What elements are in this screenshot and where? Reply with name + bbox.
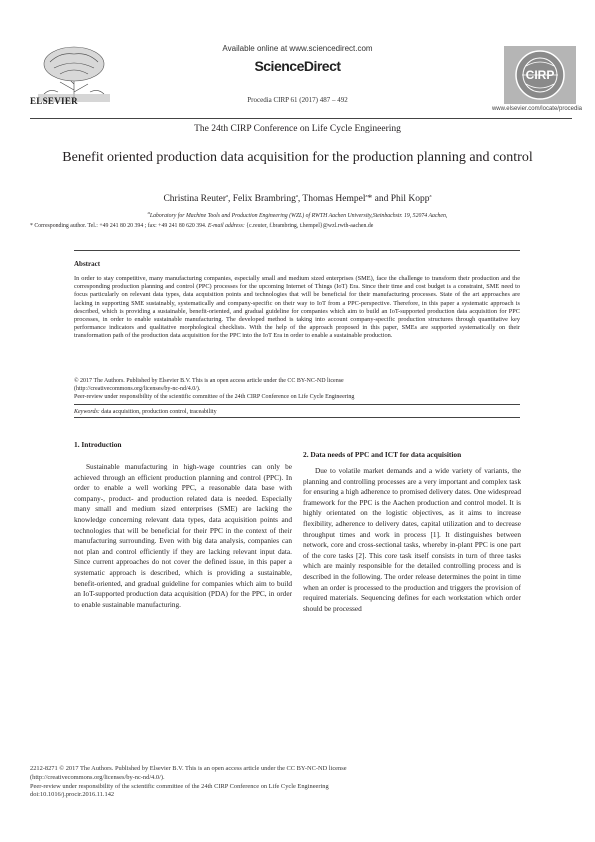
affiliation-text: Laboratory for Machine Tools and Production Engineering (WZL) of RWTH Aachen University,Steinbachstr. 19, 52074 Aachen, bbox=[149, 213, 448, 219]
affiliation-sup: a bbox=[147, 210, 150, 216]
section-body-introduction: Sustainable manufacturing in high-wage countries can only be achieved through an efficient production planning and control (PPC). In order to enable a well working PPC, a reasonable data base with company-, product- and production related data is needed. Especially many small and medium sized enterprises (SME) are lacking the knowledge concerning relevant data types, data acquisition points and technologies that will be beneficial for their PPC in the context of their manufacturing surrounding. Even with big data analysis, companies can not plan and control efficiently if they are lacking relevant input data. Since current approaches do not cover the defined issue, in this paper a systematic approach is described, which is providing a sustainable, benefit-oriented, and gradual guideline for companies which aim to build an IoT-supported production data acquisition (PDA) for the PPC, in order to enable sustainable manufacturing. bbox=[74, 462, 292, 609]
cirp-logo-lettering: CIRP bbox=[525, 68, 555, 82]
abstract-top-rule bbox=[74, 250, 520, 251]
section-body-data-needs: Due to volatile market demands and a wide variety of variants, the planning and controlling processes are a very important and complex task for ensuring a high adherence to promised delivery dates. One widespread framework for the PPC is the Aachen production and control model. It is highly orientated on the logistic objectives, as it aims to increase flexibility, adherence to delivery dates, capital utilization and to decrease throughput times and work in process [1]. It distinguishes between network, core and cross-sectional tasks, whereby in-plant PPC is one part of the core tasks [2]. This core task itself consists in turn of three tasks which are mainly responsible for the detailed controlling process and is described in the following. The order release determines the point in time when an order is processed to the production and triggers the provision of required materials. Sequencing defines for each workstation which order should be processed bbox=[303, 466, 521, 613]
section-heading-data-needs: 2. Data needs of PPC and ICT for data acquisition bbox=[303, 450, 462, 459]
affiliation bbox=[0, 210, 595, 219]
author-separator: and bbox=[372, 194, 391, 204]
cirp-logo bbox=[504, 46, 576, 104]
author-list bbox=[0, 194, 595, 204]
footer-issn-license: 2212-8271 © 2017 The Authors. Published by Elsevier B.V. This is an open access article under the CC BY-NC-ND license bbox=[30, 765, 347, 772]
keywords-top-rule bbox=[74, 404, 520, 405]
author-name: Thomas Hempel bbox=[302, 194, 366, 204]
footer-doi[interactable]: doi:10.1016/j.procir.2016.11.142 bbox=[30, 791, 115, 799]
author-name: Felix Brambring bbox=[232, 194, 296, 204]
footer-peer-review: Peer-review under responsibility of the scientific committee of the 24th CIRP Conference on Life Cycle Engineering bbox=[30, 782, 329, 790]
email-address[interactable]: {c.reuter, f.brambring, t.hempel}@wzl.rwth-aachen.de bbox=[244, 223, 374, 229]
corresponding-star: * bbox=[367, 194, 373, 204]
license-link[interactable]: (http://creativecommons.org/licenses/by-nc-nd/4.0/). bbox=[74, 386, 201, 393]
keywords bbox=[74, 409, 217, 415]
author-affil-sup: a bbox=[429, 192, 432, 198]
footer-license-link[interactable]: (http://creativecommons.org/licenses/by-nc-nd/4.0/). bbox=[30, 773, 165, 781]
email-label: E-mail address: bbox=[206, 223, 245, 229]
elsevier-tree-logo bbox=[30, 44, 118, 104]
corresponding-author bbox=[30, 223, 572, 229]
conference-name: The 24th CIRP Conference on Life Cycle Engineering bbox=[194, 124, 401, 134]
corresponding-contact: * Corresponding author. Tel.: +49 241 80 20 394 ; fax: +49 241 80 620 394. bbox=[30, 223, 207, 229]
keywords-text: data acquisition, production control, traceability bbox=[99, 409, 217, 415]
journal-url[interactable]: www.elsevier.com/locate/procedia bbox=[491, 106, 582, 112]
author-affil-sup: a bbox=[365, 192, 368, 198]
author-name: Christina Reuter bbox=[163, 194, 226, 204]
author-affil-sup: a bbox=[295, 192, 298, 198]
publisher-logo-text: ELSEVIER bbox=[30, 96, 78, 106]
author-separator: , bbox=[297, 194, 303, 204]
peer-review-line: Peer-review under responsibility of the scientific committee of the 24th CIRP Conference on Life Cycle Engineering bbox=[74, 394, 355, 401]
header-divider bbox=[30, 118, 572, 119]
page-footer bbox=[30, 765, 572, 800]
journal-reference: Procedia CIRP 61 (2017) 487 – 492 bbox=[247, 96, 348, 104]
paper-title: Benefit oriented production data acquisition for the production planning and control bbox=[62, 150, 533, 165]
abstract-heading: Abstract bbox=[74, 260, 101, 268]
copyright-line: © 2017 The Authors. Published by Elsevier B.V. This is an open access article under the CC BY-NC-ND license bbox=[74, 378, 344, 384]
author-separator: , bbox=[228, 194, 233, 204]
available-online-text: Available online at www.sciencedirect.com bbox=[222, 44, 373, 53]
sciencedirect-brand: ScienceDirect bbox=[254, 58, 341, 74]
copyright-notice bbox=[74, 377, 520, 401]
section-heading-introduction: 1. Introduction bbox=[74, 440, 122, 449]
keywords-label: Keywords: bbox=[74, 409, 100, 415]
keywords-bottom-rule bbox=[74, 417, 520, 418]
author-affil-sup: a bbox=[226, 192, 228, 198]
author-name: Phil Kopp bbox=[390, 194, 430, 204]
abstract-body: In order to stay competitive, many manufacturing companies, especially small and medium sized enterprises (SME), face the challenge to transform their production and the corresponding production planning and control (PPC) processes for the upcoming Internet of Things (IoT) Era. Since their time and cost budget is a constraint, SME need to focus particularly on relevant data types, data acquisition points and technologies that will be beneficial for their manufacturing processes. State of the art approaches are lacking in supporting SME sustainably, systematically and company-specific on their way to IoT from a PPC-perspective. Therefore, in this paper a systematic approach is described, which is providing a sustainable, benefit-oriented, and gradual guideline for companies which aim to build an IoT-supported production data acquisition for PPC processes, in order to enable sustainable manufacturing. The developed method is taking into account company-specific production structures through quantitative key performance indicators and qualitative morphological checklists. With the help of the approach proposed in this paper, SMEs are supported systematically on their transformation path of the production data acquisition for the PPC into the IoT Era in order to enable a sustainable production. bbox=[74, 275, 520, 340]
